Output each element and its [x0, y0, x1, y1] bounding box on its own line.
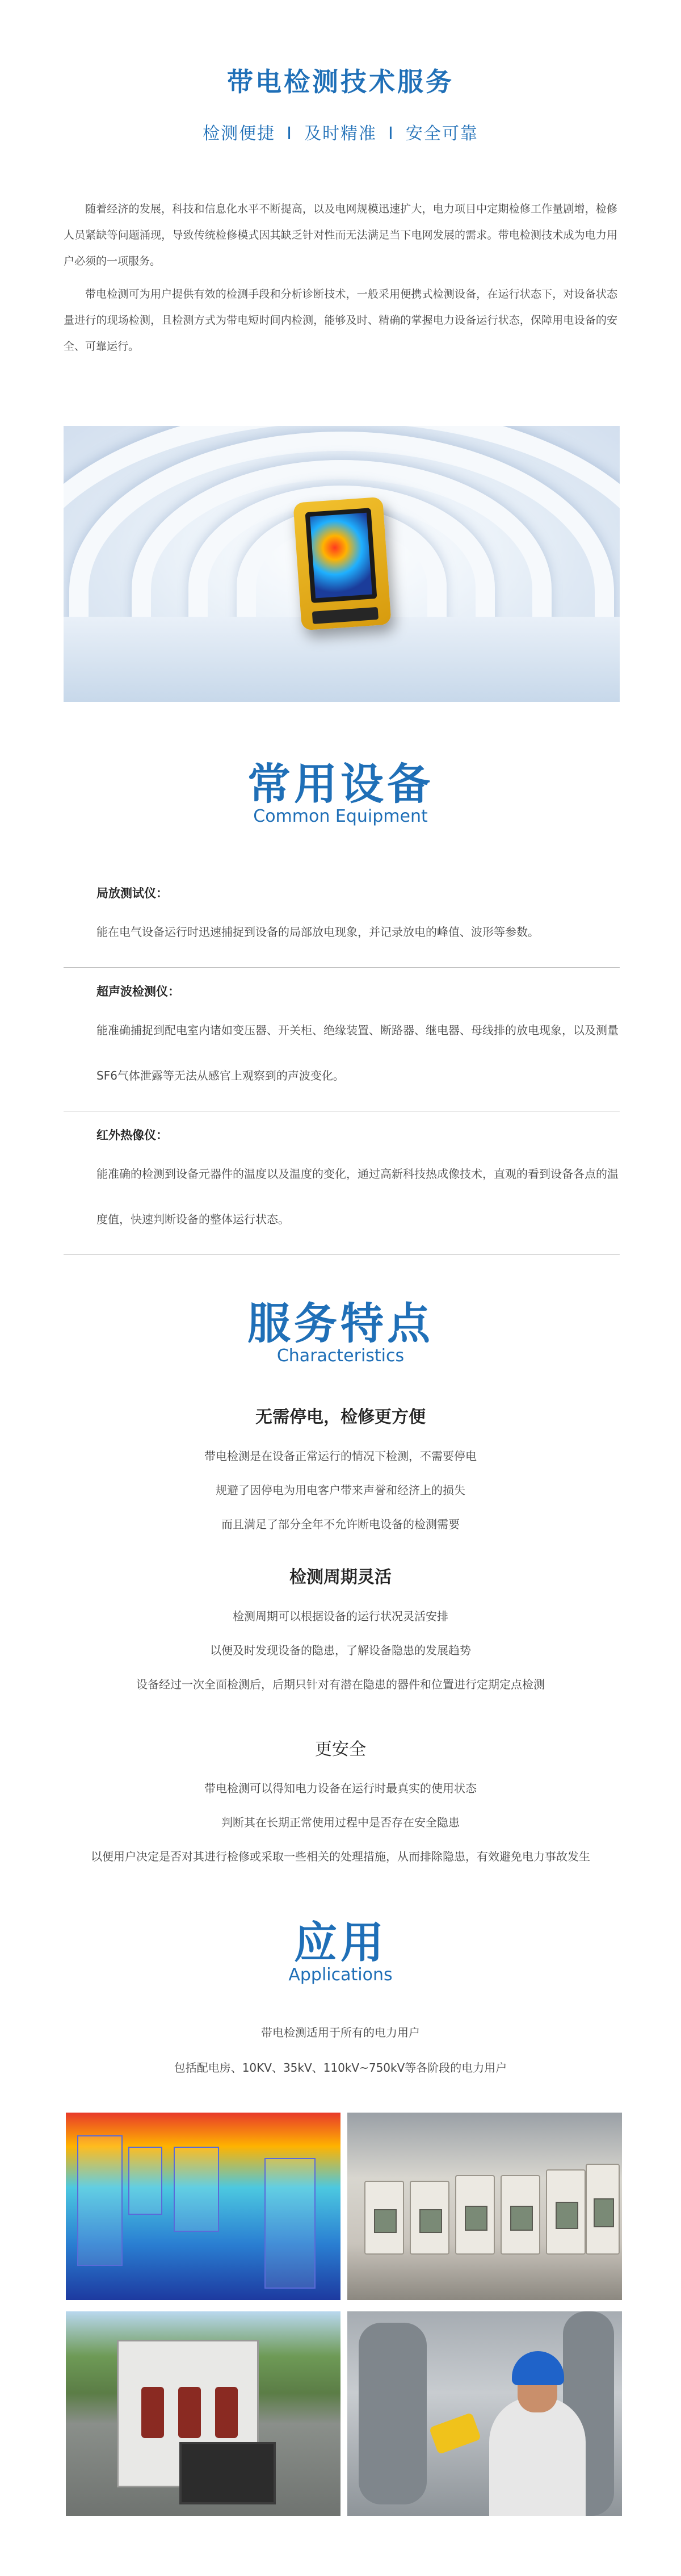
- intro-paragraph: 随着经济的发展，科技和信息化水平不断提高，以及电网规模迅速扩大，电力项目中定期检修工作量剧增，检修人员紧缺等问题涌现，导致传统检修模式因其缺乏针对性而无法满足当下电网发展的需求。带电检测技术成为电力用户必须的一项服务。: [64, 203, 617, 267]
- cable-terminal: [141, 2387, 164, 2438]
- equipment-name: 超声波检测仪：: [96, 985, 180, 998]
- feature-line: 带电检测可以得知电力设备在运行时最真实的使用状态: [204, 1782, 477, 1795]
- equipment-title: 常用设备: [247, 759, 434, 809]
- intro-paragraph: 带电检测可为用户提供有效的检测手段和分析诊断技术，一般采用便携式检测设备，在运行状态下，对设备状态量进行的现场检测，且检测方式为带电短时间内检测，能够及时、精确的掌握电力设备运行状态，保障用电设备的安全、可靠运行。: [64, 288, 617, 353]
- detector-tool: [429, 2412, 481, 2454]
- intro-text: [64, 196, 617, 366]
- cabinet: [410, 2181, 449, 2255]
- applications-title-en: Applications: [288, 1965, 393, 1985]
- cable-terminal: [178, 2387, 201, 2438]
- tagline: [0, 119, 681, 144]
- outdoor-cabinet-photo: [66, 2311, 340, 2516]
- applications-line: 带电检测适用于所有的电力用户: [261, 2026, 420, 2039]
- thermal-scan-photo: [66, 2113, 340, 2300]
- tagline-item-safe: 安全可靠: [405, 124, 478, 144]
- equipment-desc: 能准确捕捉到配电室内诸如变压器、开关柜、绝缘装置、断路器、继电器、母线排的放电现象，以及测量SF6气体泄露等无法从感官上观察到的声波变化。: [96, 1023, 619, 1082]
- feature-heading: 更安全: [315, 1739, 366, 1759]
- feature-line: 以便及时发现设备的隐患，了解设备隐患的发展趋势: [210, 1644, 471, 1657]
- feature-line: 设备经过一次全面检测后，后期只针对有潜在隐患的器件和位置进行定期定点检测: [136, 1678, 545, 1691]
- applications-line: 包括配电房、10KV、35kV、110kV~750kV等各阶段的电力用户: [174, 2061, 507, 2075]
- gis-pipe: [359, 2323, 427, 2504]
- characteristics-title: 服务特点: [247, 1298, 434, 1349]
- hero-banner-image: [64, 426, 620, 702]
- page-title: 带电检测技术服务: [227, 66, 454, 97]
- cable-terminal: [215, 2387, 238, 2438]
- cabinet: [501, 2175, 540, 2255]
- cabinet: [586, 2164, 620, 2255]
- tagline-separator: I: [287, 124, 293, 144]
- applications-title: 应用: [294, 1917, 387, 1968]
- equipment-title-en: Common Equipment: [253, 806, 428, 826]
- feature-line: 以便用户决定是否对其进行检修或采取一些相关的处理措施，从而排除隐患，有效避免电力事故发生: [91, 1850, 590, 1863]
- tagline-separator: I: [388, 124, 394, 144]
- detection-box: [174, 2147, 219, 2232]
- equipment-desc: 能准确的检测到设备元器件的温度以及温度的变化，通过高新科技热成像技术，直观的看到设备各点的温度值，快速判断设备的整体运行状态。: [96, 1167, 619, 1226]
- feature-block: [0, 1735, 681, 1874]
- switchgear-room-photo: [347, 2113, 622, 2300]
- feature-heading: 无需停电，检修更方便: [255, 1407, 426, 1427]
- feature-block: [0, 1403, 681, 1541]
- cabinet: [455, 2175, 495, 2255]
- tagline-item-accurate: 及时精准: [304, 124, 377, 144]
- feature-line: 判断其在长期正常使用过程中是否存在安全隐患: [221, 1816, 460, 1829]
- applications-text: [0, 2015, 681, 2085]
- detection-box: [77, 2135, 123, 2266]
- list-item: [64, 1111, 620, 1255]
- technician-photo: [347, 2311, 622, 2516]
- banner-floor: [64, 617, 620, 702]
- tagline-item-convenient: 检测便捷: [203, 124, 276, 144]
- laptop: [179, 2442, 276, 2504]
- feature-heading: 检测周期灵活: [289, 1567, 392, 1587]
- characteristics-title-en: Characteristics: [276, 1346, 405, 1366]
- thermal-image: [310, 513, 372, 599]
- cabinet: [546, 2169, 586, 2255]
- equipment-desc: 能在电气设备运行时迅速捕捉到设备的局部放电现象，并记录放电的峰值、波形等参数。: [96, 925, 539, 939]
- cabinet: [364, 2181, 404, 2255]
- device-screen: [305, 508, 377, 603]
- feature-line: 而且满足了部分全年不允许断电设备的检测需要: [221, 1517, 460, 1531]
- feature-line: 规避了因停电为用电客户带来声誉和经济上的损失: [216, 1483, 465, 1497]
- feature-line: 检测周期可以根据设备的运行状况灵活安排: [233, 1609, 448, 1623]
- feature-line: 带电检测是在设备正常运行的情况下检测，不需要停电: [204, 1449, 477, 1463]
- equipment-name: 红外热像仪：: [96, 1128, 168, 1142]
- helmet: [512, 2351, 564, 2385]
- device-grip: [312, 607, 379, 624]
- equipment-name: 局放测试仪：: [96, 886, 168, 900]
- list-item: [64, 866, 620, 968]
- feature-block: [0, 1563, 681, 1701]
- detection-box: [128, 2147, 162, 2215]
- thermal-imager-device: [293, 497, 391, 630]
- list-item: [64, 968, 620, 1111]
- equipment-list: [64, 866, 620, 1255]
- detection-box: [264, 2158, 316, 2289]
- technician: [489, 2397, 586, 2516]
